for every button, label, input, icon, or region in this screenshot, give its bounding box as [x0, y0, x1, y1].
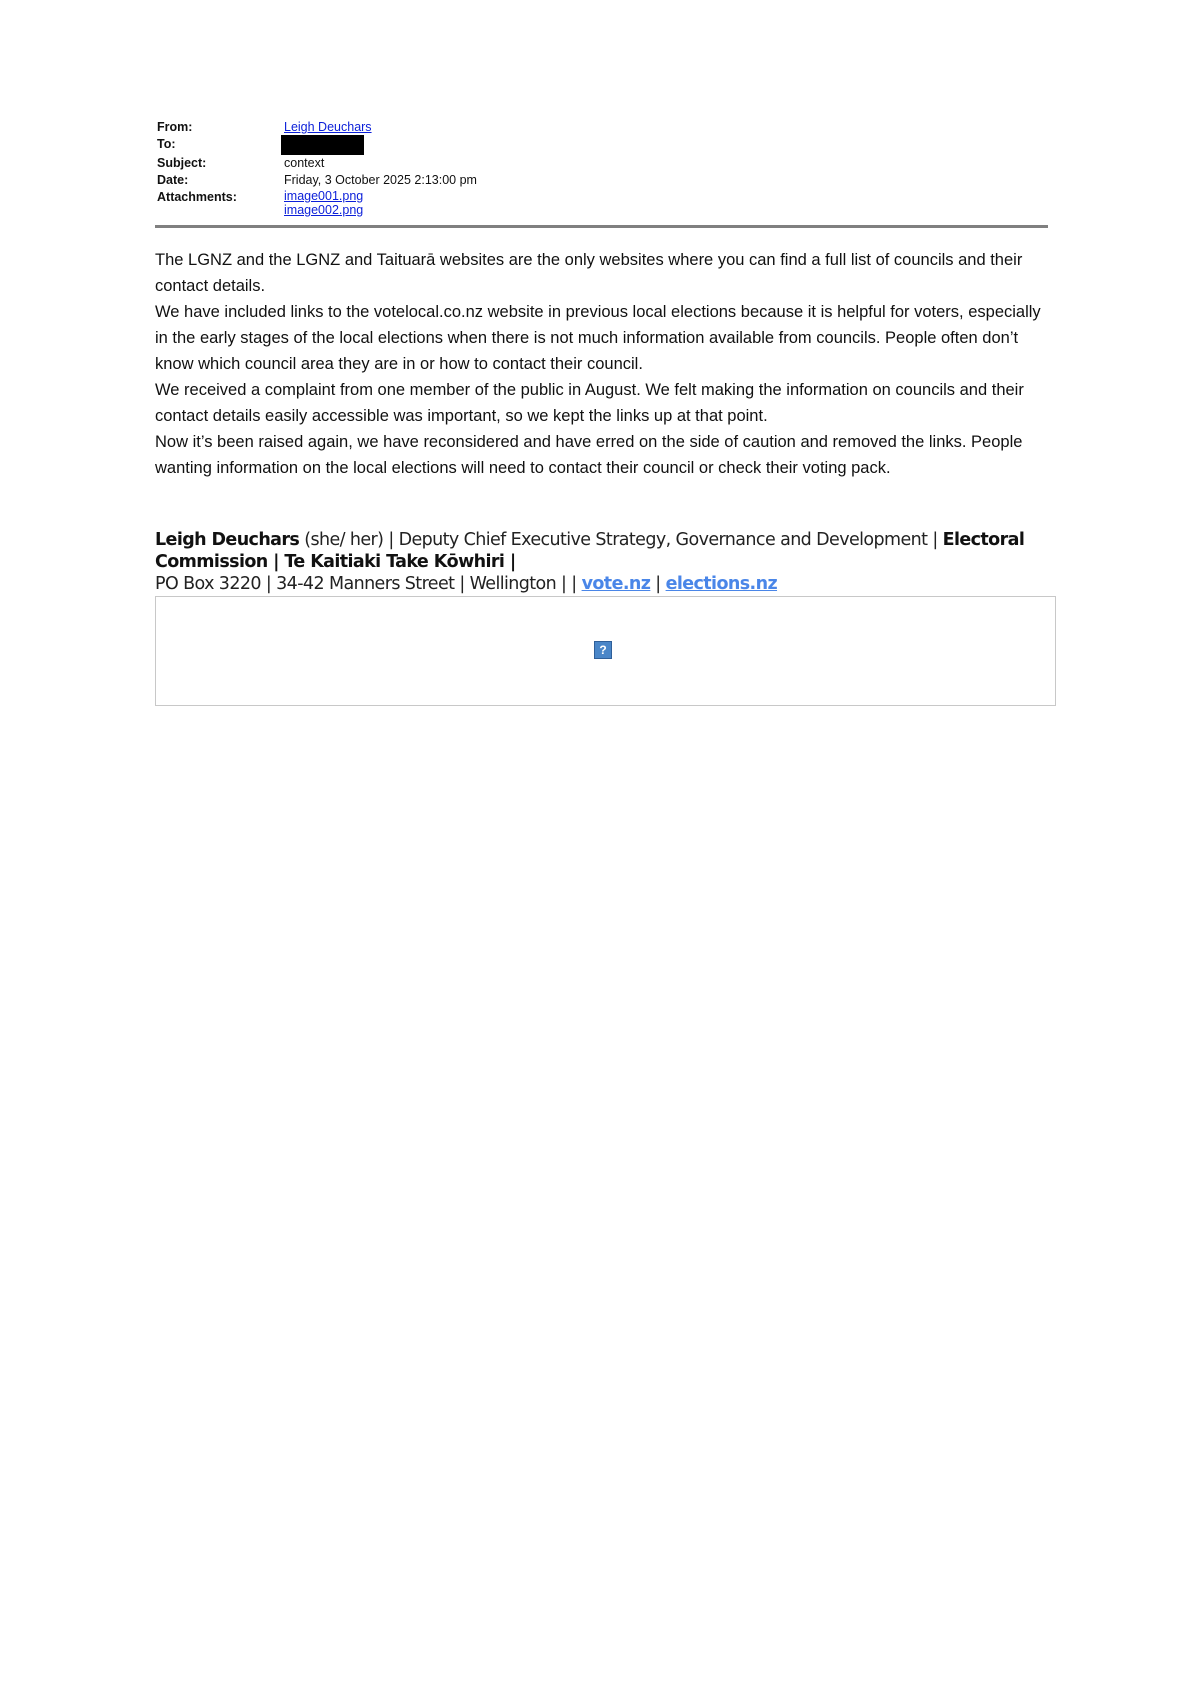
body-paragraph: Now it’s been raised again, we have reconsidered and have erred on the side of caution and removed the links. People wanting information on the local elections will need to contact their council or check their voting pack. [155, 433, 1023, 477]
signature-separator: | [650, 574, 666, 594]
vote-nz-link[interactable]: vote.nz [581, 574, 651, 594]
broken-image-icon: ? [594, 641, 612, 659]
attachment-link[interactable]: image002.png [284, 203, 364, 217]
date-row [155, 172, 1055, 189]
attachments-label: Attachments: [157, 190, 237, 204]
from-link[interactable]: Leigh Deuchars [284, 120, 372, 134]
date-value: Friday, 3 October 2025 2:13:00 pm [284, 173, 477, 187]
attachments-list [284, 189, 1055, 217]
header-divider [155, 225, 1048, 228]
body-paragraph: We have included links to the votelocal.co.nz website in previous local elections because it is helpful for voters, especially in the early stages of the local elections when there is not much information available from councils. People often don’t know which council area they are in or how to contact their council. [155, 303, 1041, 373]
attachment-link[interactable]: image001.png [284, 189, 364, 203]
subject-row [155, 155, 1055, 172]
email-header [155, 119, 1055, 217]
body-paragraph: We received a complaint from one member of the public in August. We felt making the information on councils and their contact details easily accessible was important, so we kept the links up at that point. [155, 381, 1024, 425]
signature-image-placeholder [155, 596, 1056, 706]
signature-org: Electoral Commission | Te Kaitiaki Take Kōwhiri | [155, 530, 1025, 572]
signature [155, 529, 1055, 595]
signature-address-line [155, 573, 1055, 595]
email-body [155, 247, 1055, 481]
from-row [155, 119, 1055, 136]
to-label: To: [157, 137, 176, 151]
redaction-block [281, 135, 364, 155]
email-printout [155, 119, 1055, 706]
attachments-row [155, 189, 1055, 217]
signature-name: Leigh Deuchars [155, 530, 300, 550]
to-row [155, 136, 1055, 155]
from-label: From: [157, 120, 193, 134]
signature-role: (she/ her) | Deputy Chief Executive Strategy, Governance and Development | [299, 530, 943, 550]
signature-address: PO Box 3220 | 34-42 Manners Street | Wellington | | [155, 574, 582, 594]
signature-title-line [155, 529, 1055, 573]
body-paragraph: The LGNZ and the LGNZ and Taituarā websites are the only websites where you can find a full list of councils and their contact details. [155, 251, 1023, 295]
date-label: Date: [157, 173, 189, 187]
subject-value: context [284, 156, 325, 170]
subject-label: Subject: [157, 156, 207, 170]
elections-nz-link[interactable]: elections.nz [665, 574, 778, 594]
